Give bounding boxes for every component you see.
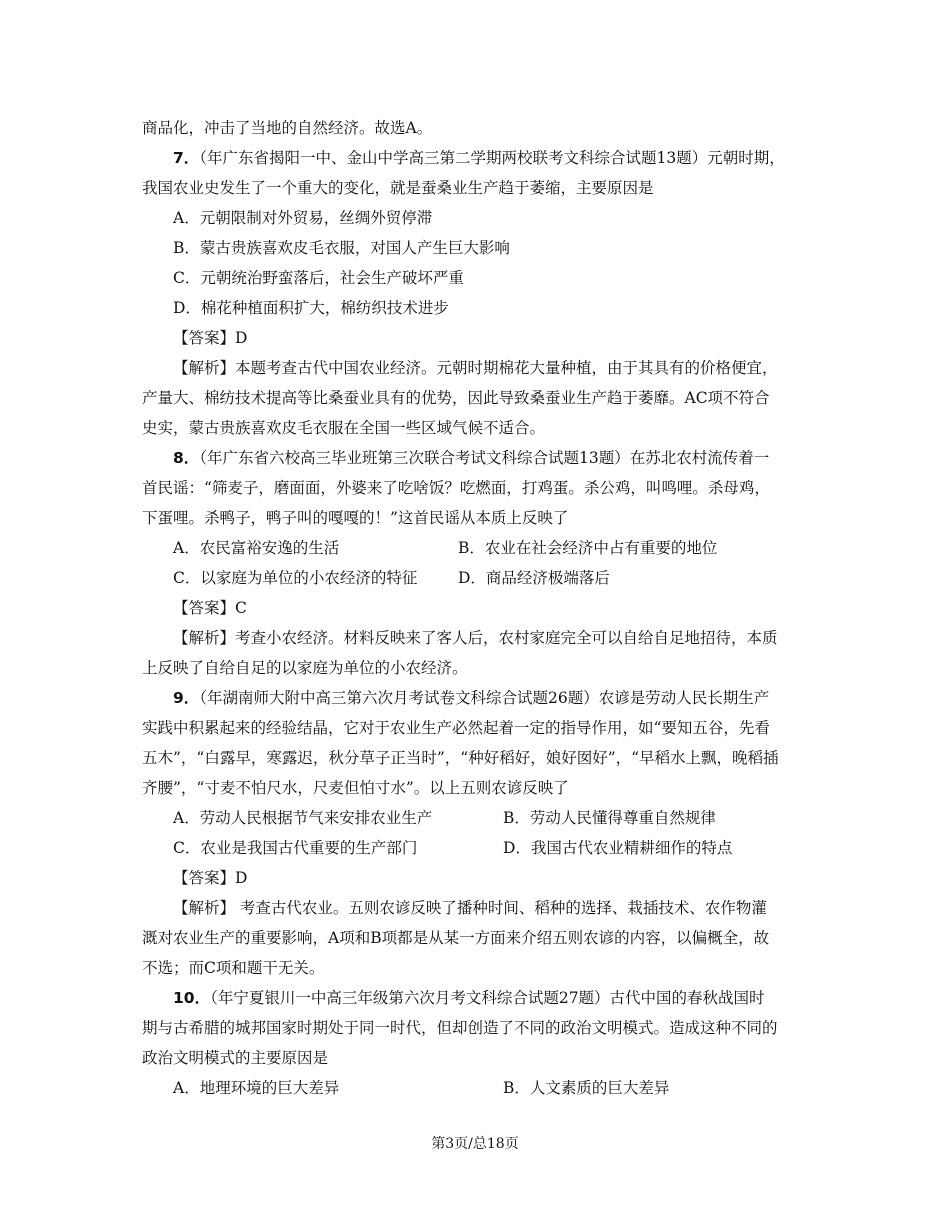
options-row — [142, 533, 818, 563]
question-text: （年广东省六校高三毕业班第三次联合考试文科综合试题13题）在苏北农村流传着一 — [199, 449, 770, 467]
question-7-stem — [142, 143, 818, 173]
question-9-stem — [142, 683, 818, 713]
question-text: 我国农业史发生了一个重大的变化，就是蚕桑业生产趋于萎缩，主要原因是 — [142, 179, 654, 197]
question-text: 下蛋哩。杀鸭子，鸭子叫的嘎嘎的！”这首民谣从本质上反映了 — [142, 509, 569, 527]
question-text: 期与古希腊的城邦国家时期处于同一时代，但却创造了不同的政治文明模式。造成这种不同的 — [142, 1019, 778, 1037]
explanation: 【解析】考查小农经济。材料反映来了客人后，农村家庭完全可以自给自足地招待，本质 — [173, 629, 778, 647]
text-line: 商品化，冲击了当地的自然经济。故选A。 — [142, 119, 433, 137]
page-footer: 第3页/总18页 — [431, 1136, 519, 1152]
option-a: A．元朝限制对外贸易，丝绸外贸停滞 — [173, 209, 433, 227]
option-c: C．农业是我国古代重要的生产部门 — [173, 839, 418, 857]
explanation: 史实，蒙古贵族喜欢皮毛衣服在全国一些区域气候不适合。 — [142, 419, 546, 437]
answer: 【答案】C — [173, 599, 247, 617]
question-text: 五木”，“白露早，寒露迟，秋分草子正当时”，“种好稻好，娘好囡好”，“早稻水上飘，晚稻插 — [142, 749, 779, 767]
explanation: 溉对农业生产的重要影响，A项和B项都是从某一方面来介绍五则农谚的内容，以偏概全，故 — [142, 929, 770, 947]
option-d: D．我国古代农业精耕细作的特点 — [503, 839, 733, 857]
question-text: 齐腰”，“寸麦不怕尺水，尺麦但怕寸水”。以上五则农谚反映了 — [142, 779, 569, 797]
question-text: 政治文明模式的主要原因是 — [142, 1049, 329, 1067]
question-text: 首民谣：“筛麦子，磨面面，外婆来了吃啥饭？吃燃面，打鸡蛋。杀公鸡，叫鸣哩。杀母鸡， — [142, 479, 770, 497]
explanation: 产量大、棉纺技术提高等比桑蚕业具有的优势，因此导致桑蚕业生产趋于萎靡。AC项不符合 — [142, 389, 770, 407]
document-page — [142, 113, 818, 1103]
question-8-stem — [142, 443, 818, 473]
option-d: D．商品经济极端落后 — [458, 569, 610, 587]
option-b: B．劳动人民懂得尊重自然规律 — [503, 809, 716, 827]
question-number: 7． — [173, 149, 200, 167]
option-b: B．人文素质的巨大差异 — [503, 1079, 670, 1097]
question-number: 8． — [173, 449, 200, 467]
options-row — [142, 803, 818, 833]
option-a: A．地理环境的巨大差异 — [173, 1079, 340, 1097]
explanation: 【解析】本题考查古代中国农业经济。元朝时期棉花大量种植，由于其具有的价格便宜， — [173, 359, 778, 377]
question-10-stem — [142, 983, 818, 1013]
question-text: （年湖南师大附中高三第六次月考试卷文科综合试题26题）农谚是劳动人民长期生产 — [199, 689, 770, 707]
question-text: 实践中积累起来的经验结晶，它对于农业生产必然起着一定的指导作用，如“要知五谷，先看 — [142, 719, 770, 737]
answer: 【答案】D — [173, 329, 248, 347]
explanation: 【解析】 考查古代农业。五则农谚反映了播种时间、稻种的选择、栽插技术、农作物灌 — [173, 899, 767, 917]
option-b: B．农业在社会经济中占有重要的地位 — [458, 539, 718, 557]
question-text: （年广东省揭阳一中、金山中学高三第二学期两校联考文科综合试题13题）元朝时期， — [199, 149, 785, 167]
option-a: A．农民富裕安逸的生活 — [173, 539, 340, 557]
explanation: 不选；而C项和题干无关。 — [142, 959, 325, 977]
question-number: 10． — [173, 989, 211, 1007]
option-b: B．蒙古贵族喜欢皮毛衣服，对国人产生巨大影响 — [173, 239, 510, 257]
question-text: （年宁夏银川一中高三年级第六次月考文科综合试题27题）古代中国的春秋战国时 — [210, 989, 765, 1007]
option-d: D．棉花种植面积扩大，棉纺织技术进步 — [173, 299, 449, 317]
question-number: 9． — [173, 689, 200, 707]
answer: 【答案】D — [173, 869, 248, 887]
options-row — [142, 833, 818, 863]
options-row — [142, 1073, 818, 1103]
option-c: C．元朝统治野蛮落后，社会生产破坏严重 — [173, 269, 464, 287]
option-c: C．以家庭为单位的小农经济的特征 — [173, 569, 418, 587]
option-a: A．劳动人民根据节气来安排农业生产 — [173, 809, 433, 827]
explanation: 上反映了自给自足的以家庭为单位的小农经济。 — [142, 659, 468, 677]
options-row — [142, 563, 818, 593]
